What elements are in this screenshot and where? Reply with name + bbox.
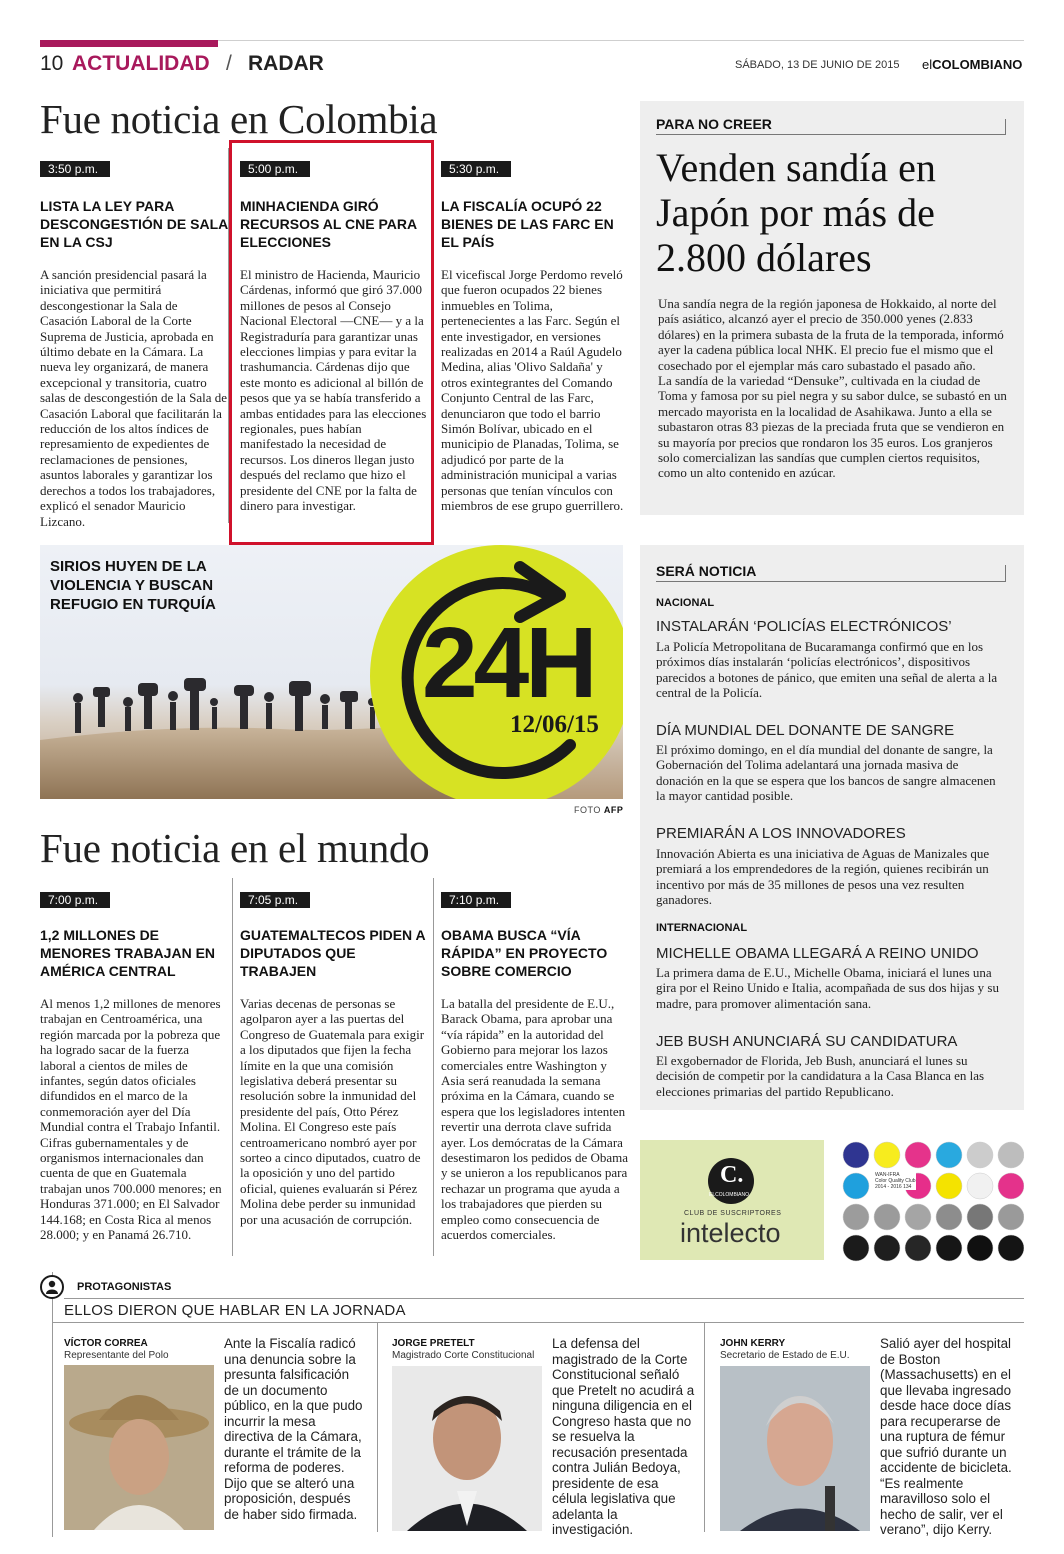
- time-tag: 5:00 p.m.: [240, 161, 310, 177]
- protagonist-text: Salió ayer del hospital de Boston (Massachusetts) en el que llevaba ingresado desde hace doce días para recuperarse de una ruptura de fémur que sufrió durante un accidente de bicicleta. “Es realmente maravilloso solo el hecho de salir, ver el verano”, dijo Kerry.: [880, 1336, 1012, 1537]
- brand-prefix: el: [922, 57, 933, 72]
- protagonist-name: JOHN KERRY: [720, 1338, 786, 1349]
- color-quality-line-1: WAN-IFRA: [875, 1172, 900, 1178]
- protagonist-role: Representante del Polo: [64, 1350, 169, 1361]
- color-swatch: [967, 1173, 993, 1199]
- sera-noticia-label: SERÁ NOTICIA: [656, 563, 757, 579]
- intelecto-club: CLUB DE SUSCRIPTORES: [684, 1210, 782, 1217]
- time-tag: 7:05 p.m.: [240, 892, 310, 908]
- person-portrait-illustration: [64, 1365, 214, 1530]
- mundo-article-3: [441, 889, 629, 1243]
- color-swatch: [967, 1142, 993, 1168]
- color-swatch: [874, 1142, 900, 1168]
- protagonistas-rule: [52, 1322, 1024, 1323]
- category-nacional: NACIONAL: [656, 597, 715, 609]
- mundo-article-2: [240, 889, 428, 1227]
- protagonist-text: La defensa del magistrado de la Corte Constitucional señaló que Pretelt no acudirá a ninguna diligencia en el Congreso hasta que no se resuelva la recusación presentada contra Julián Bedoya, presidente de esa célula legislativa que adelanta la investigación.: [552, 1336, 695, 1537]
- section-separator: /: [226, 52, 232, 75]
- label-rule: [656, 581, 1006, 582]
- article-headline: GUATEMALTECOS PIDEN A DIPUTADOS QUE TRABAJEN: [240, 927, 426, 979]
- color-swatch: [967, 1204, 993, 1230]
- protagonistas-rule: [64, 1298, 1024, 1299]
- sera-noticia-headline: MICHELLE OBAMA LLEGARÁ A REINO UNIDO: [656, 945, 979, 962]
- sera-noticia-headline: PREMIARÁN A LOS INNOVADORES: [656, 825, 906, 842]
- mundo-title: Fue noticia en el mundo: [40, 825, 430, 871]
- color-swatch: [843, 1235, 869, 1261]
- page-date: SÁBADO, 13 DE JUNIO DE 2015: [735, 59, 900, 71]
- intelecto-ad: [640, 1140, 824, 1260]
- column-divider: [704, 1322, 705, 1532]
- sera-noticia-body: La primera dama de E.U., Michelle Obama, iniciará el lunes una gira por el Reino Unido e Italia, acompañada de sus dos hijas y su madre, para promover alimentación sana.: [656, 965, 999, 1011]
- person-portrait-illustration: [720, 1366, 870, 1531]
- subsection-name: RADAR: [248, 52, 324, 75]
- color-swatch: [905, 1204, 931, 1230]
- category-internacional: INTERNACIONAL: [656, 922, 748, 934]
- color-swatch: [936, 1173, 962, 1199]
- article-headline: LISTA LA LEY PARA DESCONGESTIÓN DE SALA EN LA CSJ: [40, 198, 228, 250]
- color-swatch: [998, 1235, 1024, 1261]
- color-swatch: [905, 1235, 931, 1261]
- time-tag: 3:50 p.m.: [40, 161, 110, 177]
- color-swatch: [843, 1173, 869, 1199]
- color-swatch: [936, 1142, 962, 1168]
- intelecto-logo-letter: C.: [720, 1162, 744, 1188]
- colombia-article-3: [441, 158, 629, 514]
- sera-noticia-body: El próximo domingo, en el día mundial del donante de sangre, la Gobernación del Tolima adelantará una jornada masiva de donación en la que se espera que los bancos de sangre almacenen la mayor cantidad posible.: [656, 742, 996, 804]
- color-quality-bar: [842, 1140, 1024, 1262]
- sera-noticia-body: La Policía Metropolitana de Bucaramanga confirmó que en los próximos días instalarán ‘policías electrónicos’, dispositivos parecidos a botones de pánico, que emiten una señal de alerta a la central de la Policía.: [656, 639, 998, 701]
- color-swatch: [967, 1235, 993, 1261]
- protagonist-photo: [64, 1365, 214, 1530]
- page-number: 10: [40, 52, 64, 75]
- color-quality-line-2: Color Quality Club: [875, 1178, 916, 1184]
- time-tag: 7:10 p.m.: [441, 892, 511, 908]
- person-portrait-illustration: [392, 1366, 542, 1531]
- article-headline: 1,2 MILLONES DE MENORES TRABAJAN EN AMÉRICA CENTRAL: [40, 927, 216, 979]
- protagonist-role: Secretario de Estado de E.U.: [720, 1350, 850, 1361]
- person-icon: [40, 1275, 64, 1299]
- column-divider: [433, 878, 434, 1256]
- protagonist-name: JORGE PRETELT: [392, 1338, 475, 1349]
- sera-noticia-headline: JEB BUSH ANUNCIARÁ SU CANDIDATURA: [656, 1033, 958, 1050]
- intelecto-name: intelecto: [680, 1218, 781, 1248]
- article-headline: OBAMA BUSCA “VÍA RÁPIDA” EN PROYECTO SOBRE COMERCIO: [441, 927, 608, 979]
- article-headline: LA FISCALÍA OCUPÓ 22 BIENES DE LAS FARC EN EL PAÍS: [441, 198, 614, 250]
- color-swatch: [998, 1142, 1024, 1168]
- color-swatch: [998, 1173, 1024, 1199]
- protagonistas-subtitle: ELLOS DIERON QUE HABLAR EN LA JORNADA: [64, 1302, 406, 1319]
- protagonist-name: VÍCTOR CORREA: [64, 1338, 148, 1349]
- time-tag: 7:00 p.m.: [40, 892, 110, 908]
- sera-noticia-headline: DÍA MUNDIAL DEL DONANTE DE SANGRE: [656, 722, 955, 739]
- protagonist-text: Ante la Fiscalía radicó una denuncia sobre la presunta falsificación de un documento público, en la que pudo incurrir la mesa directiva de la Cámara, durante el trámite de la reforma de poderes. Dijo que se alteró una proposición, después de haber sido firmada.: [224, 1336, 363, 1522]
- label-rule-end: [1005, 119, 1006, 135]
- colombia-title: Fue noticia en Colombia: [40, 96, 438, 142]
- brand-main: COLOMBIANO: [932, 57, 1023, 72]
- refugees-photo: [40, 545, 623, 799]
- color-quality-label: [875, 1172, 916, 1190]
- protagonist-role: Magistrado Corte Constitucional: [392, 1350, 535, 1361]
- color-swatch: [874, 1204, 900, 1230]
- photo-credit: [574, 805, 623, 815]
- column-divider: [377, 1322, 378, 1532]
- photo-credit-prefix: FOTO: [574, 805, 601, 815]
- article-body: A sanción presidencial pasará la iniciativa que permitirá descongestionar la Sala de Casación Laboral de la Corte Suprema de Justicia, aprobada en último debate en la Cámara. La nueva ley organizará, de manera excepcional y transitoria, cuatro salas de descongestión de la Sala de Casación Laboral que facilitarán la reducción de los altos índices de represamiento de expedientes de reclamaciones de pensiones, asuntos laborales y garantizar los derechos a todos los trabajadores, explicó el senador Mauricio Lizcano.: [40, 267, 227, 529]
- mundo-article-1: [40, 889, 228, 1243]
- 24h-badge-text: 24H: [422, 607, 594, 719]
- protagonist-photo: [720, 1366, 870, 1531]
- column-divider: [232, 878, 233, 1256]
- highlight-box: [229, 140, 434, 545]
- sera-noticia-headline: INSTALARÁN ‘POLICÍAS ELECTRÓNICOS’: [656, 618, 952, 635]
- label-rule-end: [1005, 565, 1006, 582]
- article-body: Varias decenas de personas se agolparon ayer a las puertas del Congreso de Guatemala para exigir a los diputados que fijen la fecha límite en la que una comisión legislativa deberá presentar su resolución sobre la inmunidad del presidente del país, Otto Pérez Molina. El Congreso este país centroamericano nombró ayer por sorteo a cinco diputados, cuatro de la oposición y uno del partido oficial, quienes evaluarán si Pérez Molina debe perder su inmunidad por una acusación de corrupción.: [240, 996, 425, 1227]
- color-swatch: [998, 1204, 1024, 1230]
- section-name: ACTUALIDAD: [72, 52, 210, 75]
- article-body: La batalla del presidente de E.U., Barack Obama, para aprobar una “vía rápida” en la autoridad del Gobierno para mejorar los lazos comerciales entre Washington y Asia será reanudada la semana próxima en la Cámara, cuando se espera que los legisladores intenten revertir una derrota clave sufrida ayer. Los demócratas de la Cámara desestimaron los pedidos de Obama y se unieron a los republicanos para rechazar un programa que ayuda a los trabajadores que pierden su empleo como consecuencia de acuerdos comerciales.: [441, 996, 629, 1243]
- color-swatch: [843, 1204, 869, 1230]
- photo-caption: SIRIOS HUYEN DE LA VIOLENCIA Y BUSCAN REFUGIO EN TURQUÍA: [50, 558, 216, 613]
- para-no-creer-box: [640, 101, 1024, 515]
- para-no-creer-headline: Venden sandía en Japón por más de 2.800 dólares: [656, 145, 936, 280]
- para-no-creer-label: PARA NO CREER: [656, 116, 772, 132]
- color-swatch: [905, 1142, 931, 1168]
- photo-credit-agency: AFP: [603, 805, 624, 815]
- 24h-badge-date: 12/06/15: [510, 711, 599, 738]
- brand-name: [922, 57, 1022, 72]
- colombia-article-1: [40, 158, 228, 529]
- article-body: El ministro de Hacienda, Mauricio Cárdenas, informó que giró 37.000 millones de pesos al Consejo Nacional Electoral —CNE— y a la Registraduría para garantizar unas elecciones limpias y para evitar la trashumancia. Cárdenas dijo que este monto es adicional al billón de pesos que ya se había transferido a ambas entidades para las elecciones regionales, pues habían manifestado la necesidad de recursos. Los dineros llegan justo después del reclamo que hizo el presidente del CNE por la falta de dinero para investigar.: [240, 267, 427, 514]
- color-swatch: [936, 1235, 962, 1261]
- color-swatches: [842, 1140, 1024, 1262]
- article-headline: MINHACIENDA GIRÓ RECURSOS AL CNE PARA ELECCIONES: [240, 198, 417, 250]
- person-glyph-icon: [42, 1277, 62, 1297]
- article-body: El vicefiscal Jorge Perdomo reveló que fueron ocupados 22 bienes inmuebles en Tolima, pertenecientes a las Farc. Según el ente investigador, en versiones realizadas en 2014 a Raúl Agudelo Medina, alias 'Olivo Saldaña' y otros exintegrantes del Comando Conjunto Central de las Farc, denunciaron que todo el barrio Simón Bolívar, ubicado en el municipio de Planadas, Tolima, se adjudicó por parte de la administración municipal a varias personas que tenían vínculos con miembros de ese grupo guerrillero.: [441, 267, 624, 514]
- sera-noticia-body: El exgobernador de Florida, Jeb Bush, anunciará el lunes su decisión de competir por la candidatura a la Casa Blanca en las elecciones primarias del partido Republicano.: [656, 1053, 985, 1099]
- section-accent-bar: [40, 40, 218, 47]
- color-swatch: [874, 1235, 900, 1261]
- para-no-creer-body: Una sandía negra de la región japonesa de Hokkaido, al norte del país asiático, alcanzó ayer el precio de 350.000 yenes (2.833 dólares) en la primera subasta de la fruta de la temporada, informó ayer la cadena pública local NHK. El precio fue el mismo que el cosechado por el ejemplar más caro subastado el pasado año. La sandía de la variedad “Densuke”, cultivada en la ciudad de Toma y famosa por su piel negra y su sabor dulce, se subastó en un mercado mayorista en la localidad de Asahikawa. Junto a ella se subastaron otras 83 piezas de la preciada fruta que se vendieron en su mayoría por precios que rondaron los 35 euros. Los granjeros solo comercializan las sandías que cumplen ciertos requisitos, como un alto contenido en azúcar.: [658, 296, 1007, 481]
- protagonist-photo: [392, 1366, 542, 1531]
- label-rule: [656, 134, 1006, 135]
- protagonistas-label: PROTAGONISTAS: [77, 1281, 172, 1293]
- color-swatch: [936, 1204, 962, 1230]
- sera-noticia-body: Innovación Abierta es una iniciativa de Aguas de Manizales que premiará a los emprendedores de la región, quienes recibirán un incentivo por más de 35 millones de pesos una vez resulten ganadores.: [656, 846, 990, 908]
- sera-noticia-box: [640, 545, 1024, 1110]
- color-quality-line-3: 2014 - 2016 134: [875, 1184, 912, 1190]
- intelecto-logo-small: ELCOLOMBIANO: [709, 1192, 750, 1198]
- time-tag: 5:30 p.m.: [441, 161, 511, 177]
- protagonistas-vertical-rule: [52, 1272, 53, 1537]
- article-body: Al menos 1,2 millones de menores trabajan en Centroamérica, una región marcada por la pobreza que ha logrado sacar de la fuerza laboral a cientos de miles de infantes, según datos oficiales difundidos en el marco de la conmemoración ayer del Día Mundial contra el Trabajo Infantil. Cifras gubernamentales y de organismos internacionales dan cuenta de que en Guatemala trabajan unos 700.000 menores; en Honduras 371.000; en El Salvador 144.168; en Costa Rica al menos 28.000; y en Panamá 26.710.: [40, 996, 222, 1243]
- color-swatch: [843, 1142, 869, 1168]
